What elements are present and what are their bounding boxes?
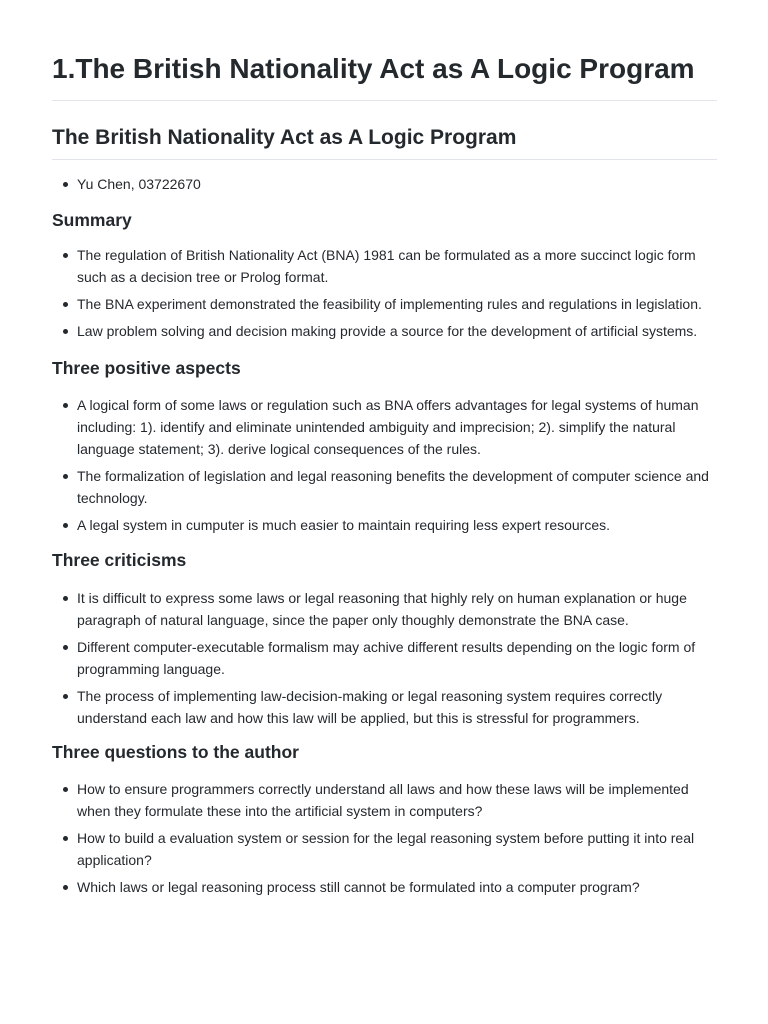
page-title: 1.The British Nationality Act as A Logic Program — [52, 49, 717, 101]
list-item: The formalization of legislation and legal reasoning benefits the development of computer science and technology. — [77, 465, 717, 509]
author-line: Yu Chen, 03722670 — [77, 173, 717, 195]
list-item: A legal system in cumputer is much easier to maintain requiring less expert resources. — [77, 514, 717, 536]
document-subtitle: The British Nationality Act as A Logic Program — [52, 124, 717, 160]
list-item: The BNA experiment demonstrated the feasibility of implementing rules and regulations in legislation. — [77, 293, 717, 315]
section-heading-questions: Three questions to the author — [52, 742, 299, 762]
list-item: A logical form of some laws or regulation such as BNA offers advantages for legal systems of human including: 1). identify and eliminate unintended ambiguity and imprecision; 2). simplify the natural language statement; 3). derive logical consequences of the rules. — [77, 394, 717, 460]
section-heading-criticisms: Three criticisms — [52, 550, 187, 570]
list-item: Law problem solving and decision making provide a source for the development of artificial systems. — [77, 320, 717, 342]
section-heading-positive-aspects: Three positive aspects — [52, 358, 241, 378]
criticisms-list — [52, 587, 717, 729]
list-item: The regulation of British Nationality Act (BNA) 1981 can be formulated as a more succinct logic form such as a decision tree or Prolog format. — [77, 244, 717, 288]
list-item: The process of implementing law-decision-making or legal reasoning system requires correctly understand each law and how this law will be applied, but this is stressful for programmers. — [77, 685, 717, 729]
list-item: It is difficult to express some laws or legal reasoning that highly rely on human explanation or huge paragraph of natural language, since the paper only thoughly demonstrate the BNA case. — [77, 587, 717, 631]
list-item: Which laws or legal reasoning process still cannot be formulated into a computer program? — [77, 876, 717, 898]
questions-list — [52, 778, 717, 898]
list-item: How to build a evaluation system or session for the legal reasoning system before putting it into real application? — [77, 827, 717, 871]
author-list — [52, 173, 717, 195]
summary-list — [52, 244, 717, 342]
positive-aspects-list — [52, 394, 717, 536]
section-heading-summary: Summary — [52, 210, 132, 230]
list-item: Different computer-executable formalism may achive different results depending on the logic form of programming language. — [77, 636, 717, 680]
list-item: How to ensure programmers correctly understand all laws and how these laws will be implemented when they formulate these into the artificial system in computers? — [77, 778, 717, 822]
